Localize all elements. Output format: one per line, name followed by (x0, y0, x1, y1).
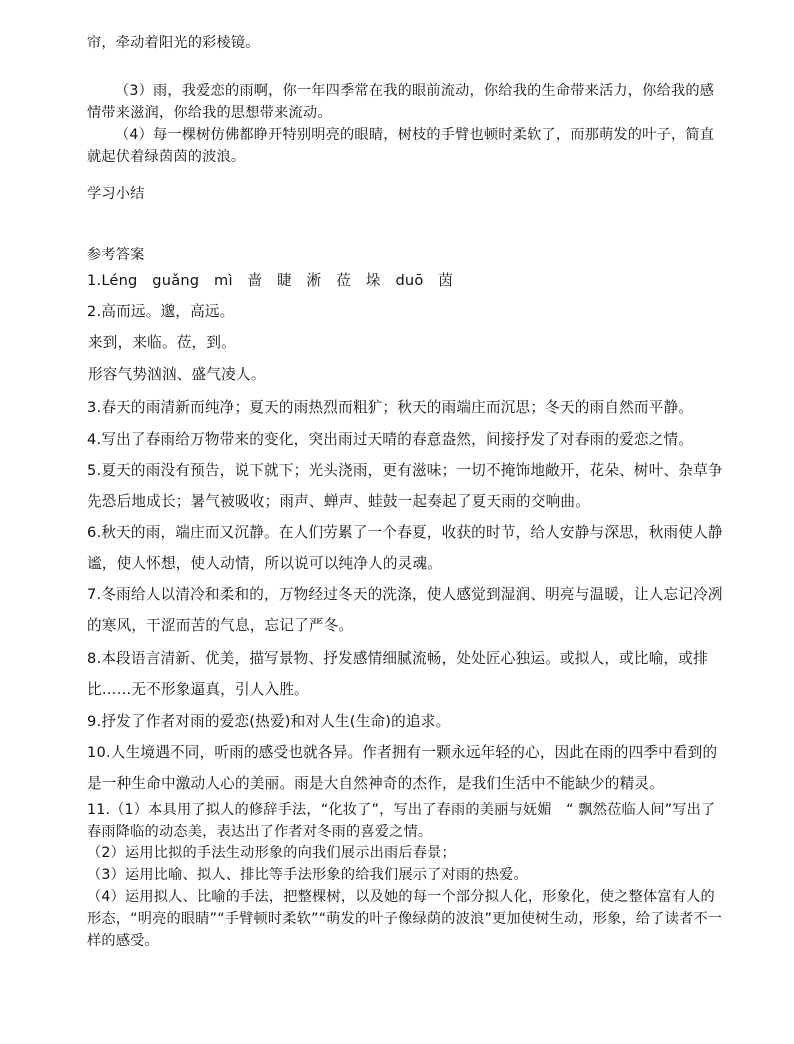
answer-10: 10.人生境遇不同，听雨的感受也就各异。作者拥有一颗永远年轻的心，因此在雨的四季中看到的是一种生命中激动人心的美丽。雨是大自然神奇的杰作，是我们生活中不能缺少的精灵。 (87, 744, 718, 792)
answer-11-part-2: （2）运用比拟的手法生动形象的向我们展示出雨后春景； (87, 845, 456, 861)
answer-11-part-3: （3）运用比喻、拟人、排比等手法形象的给我们展示了对雨的热爱。 (87, 867, 528, 883)
text-item-4: （4）每一棵树仿佛都睁开特别明亮的眼睛，树枝的手臂也顿时柔软了，而那萌发的叶子，简直就起伏着绿茵茵的波浪。 (87, 127, 715, 165)
text-line-continuation: 帘，牵动着阳光的彩棱镜。 (87, 35, 260, 51)
answer-6: 6.秋天的雨，端庄而又沉静。在人们劳累了一个春夏，收获的时节，给人安静与深思，秋雨使人静谧，使人怀想，使人动情，所以说可以纯净人的灵魂。 (87, 524, 723, 572)
answer-2-line-2: 来到，来临。莅，到。 (88, 334, 236, 351)
answer-1: 1.Léng guǎng mì 啬 睫 淅 莅 垛 duō 茵 (87, 272, 454, 289)
answers-heading: 参考答案 (87, 247, 145, 263)
answer-4: 4.写出了春雨给万物带来的变化，突出雨过天晴的春意盎然，间接抒发了对春雨的爱恋之情。 (87, 431, 694, 448)
answer-9: 9.抒发了作者对雨的爱恋(热爱)和对人生(生命)的追求。 (87, 713, 451, 730)
answer-8: 8.本段语言清新、优美，描写景物、抒发感情细腻流畅，处处匠心独运。或拟人，或比喻，或排比……无不形象逼真，引人入胜。 (87, 650, 708, 698)
answer-3: 3.春天的雨清新而纯净；夏天的雨热烈而粗犷；秋天的雨端庄而沉思；冬天的雨自然而平静。 (87, 399, 694, 416)
answer-2-line-3: 形容气势汹汹、盛气凌人。 (88, 366, 266, 383)
answer-11-part-1: 11.（1）本具用了拟人的修辞手法，“化妆了”，写出了春雨的美丽与妩媚 “ 飘然莅临人间”写出了春雨降临的动态美，表达出了作者对冬雨的喜爱之情。 (87, 802, 716, 840)
text-item-3: （3）雨，我爱恋的雨啊，你一年四季常在我的眼前流动，你给我的生命带来活力，你给我的感情带来滋润，你给我的思想带来流动。 (87, 83, 715, 121)
answer-7: 7.冬雨给人以清冷和柔和的，万物经过冬天的洗涤，使人感觉到湿润、明亮与温暖，让人忘记冷冽的寒风，干涩而苦的气息，忘记了严冬。 (87, 586, 723, 634)
answer-2-line-1: 2.高而远。邈，高远。 (87, 303, 235, 320)
summary-heading: 学习小结 (87, 186, 145, 202)
answer-11-part-4: （4）运用拟人、比喻的手法，把整棵树，以及她的每一个部分拟人化，形象化，使之整体富有人的形态，“明亮的眼睛”“手臂顿时柔软”“萌发的叶子像绿荫的波浪”更加使树生动，形象，给了读者不一样的感受。 (87, 889, 723, 949)
answer-5: 5.夏天的雨没有预告，说下就下；光头浇雨，更有滋味；一切不掩饰地敞开，花朵、树叶、杂草争先恐后地成长；暑气被吸收；雨声、蝉声、蛙鼓一起奏起了夏天雨的交响曲。 (87, 462, 723, 510)
